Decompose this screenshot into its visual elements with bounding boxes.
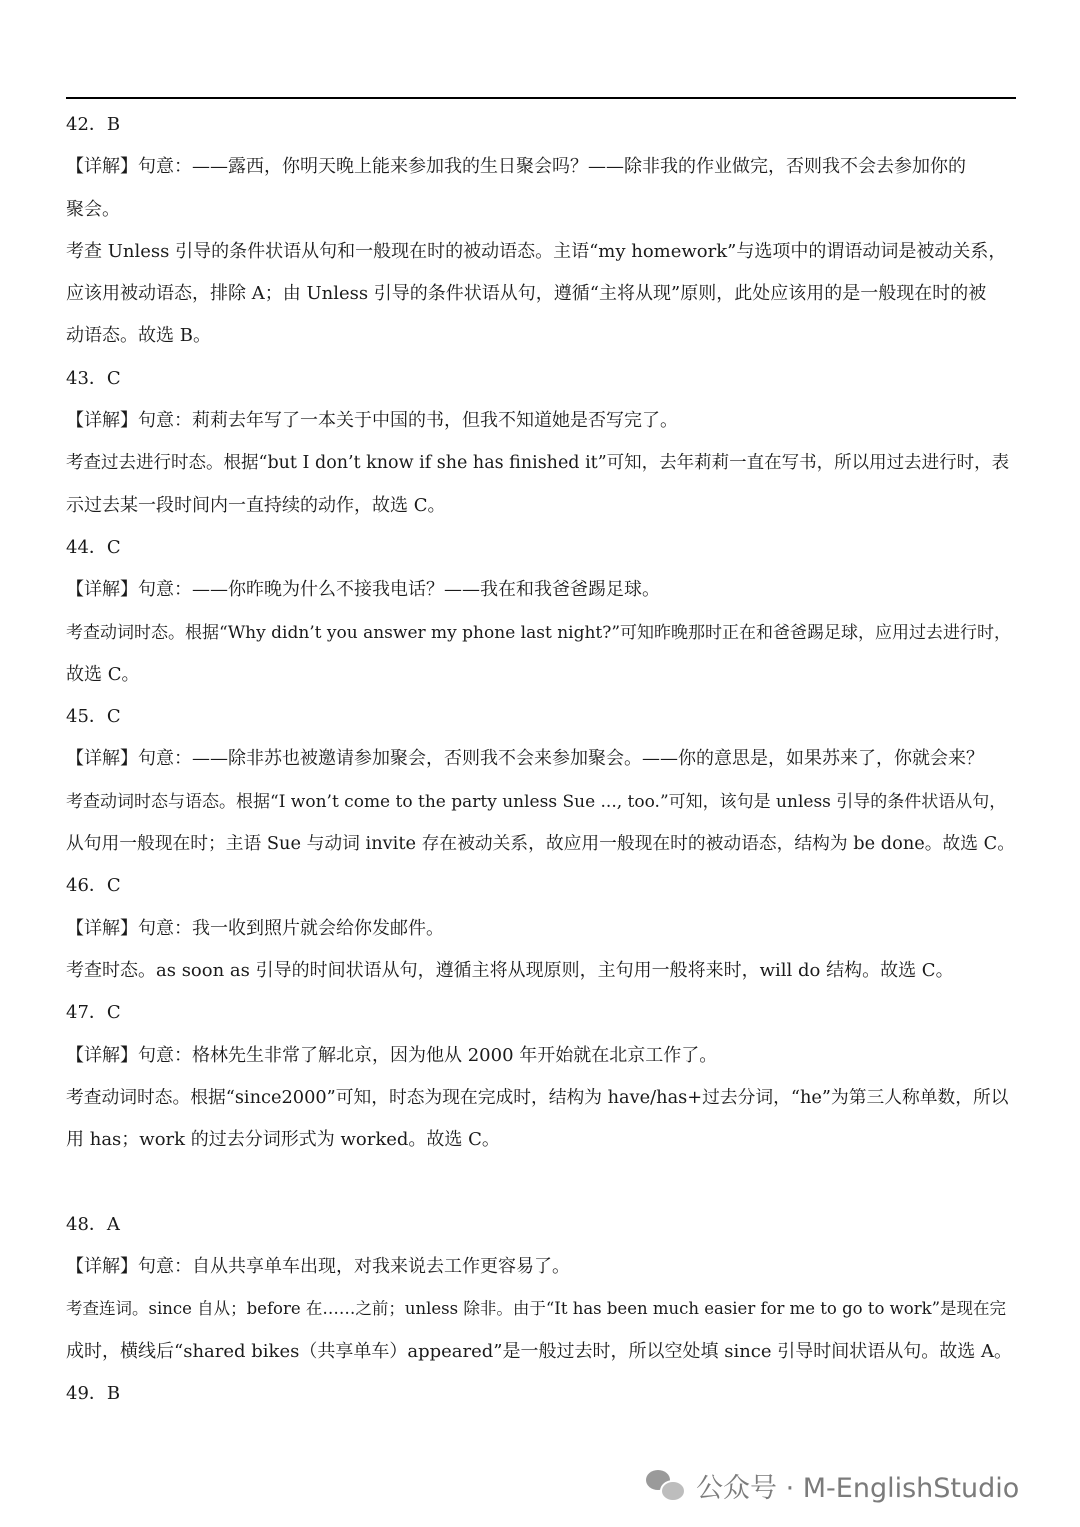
answer-line: 47．C xyxy=(66,1002,121,1024)
answer-line: 42．B xyxy=(66,114,121,135)
explanation-line: 聚会。 xyxy=(66,198,120,220)
watermark-text: 公众号 · M-EnglishStudio xyxy=(696,1472,1020,1504)
document-body xyxy=(66,104,1018,1415)
explanation-line: 故选 C。 xyxy=(66,663,140,685)
explanation-line: 考查动词时态。根据“Why didn’t you answer my phone last night?”可知昨晚那时正在和爸爸踢足球，应用过去进行时， xyxy=(66,622,1012,643)
explanation-line: 考查动词时态。根据“since2000”可知，时态为现在完成时，结构为 have/has+过去分词，“he”为第三人称单数，所以 xyxy=(66,1087,1009,1108)
detail-line: 【详解】句意：自从共享单车出现，对我来说去工作更容易了。 xyxy=(66,1256,570,1278)
explanation-line: 用 has；work 的过去分词形式为 worked。故选 C。 xyxy=(66,1129,500,1151)
explanation-line: 考查过去进行时态。根据“but I don’t know if she has finished it”可知，去年莉莉一直在写书，所以用过去进行时，表 xyxy=(66,453,1010,474)
blank-line xyxy=(66,1161,1018,1203)
detail-line: 【详解】句意：格林先生非常了解北京，因为他从 2000 年开始就在北京工作了。 xyxy=(66,1044,718,1066)
detail-line: 【详解】句意：莉莉去年写了一本关于中国的书，但我不知道她是否写完了。 xyxy=(66,410,678,432)
detail-line: 【详解】句意：——露西，你明天晚上能来参加我的生日聚会吗？——除非我的作业做完，否则我不会去参加你的 xyxy=(66,156,966,178)
top-rule xyxy=(66,97,1016,99)
answer-line: 43．C xyxy=(66,367,121,389)
explanation-line: 考查连词。since 自从；before 在……之前；unless 除非。由于“It has been much easier for me to go to work”是现在完 xyxy=(66,1299,1007,1319)
watermark xyxy=(646,1460,1019,1510)
detail-line: 【详解】句意：——你昨晚为什么不接我电话？——我在和我爸爸踢足球。 xyxy=(66,579,660,601)
explanation-line: 考查时态。as soon as 引导的时间状语从句，遵循主将从现原则，主句用一般将来时，will do 结构。故选 C。 xyxy=(66,959,954,981)
answer-line: 44．C xyxy=(66,536,121,558)
explanation-line: 成时，横线后“shared bikes（共享单车）appeared”是一般过去时，所以空处填 since 引导时间状语从句。故选 A。 xyxy=(66,1340,1012,1362)
explanation-line: 示过去某一段时间内一直持续的动作，故选 C。 xyxy=(66,494,446,516)
answer-line: 49．B xyxy=(66,1382,121,1404)
explanation-line: 应该用被动语态，排除 A；由 Unless 引导的条件状语从句，遵循“主将从现”原则，此处应该用的是一般现在时的被 xyxy=(66,283,987,305)
explanation-line: 考查动词时态与语态。根据“I won’t come to the party unless Sue ..., too.”可知，该句是 unless 引导的条件状语从句， xyxy=(66,791,1007,812)
explanation-line: 从句用一般现在时；主语 Sue 与动词 invite 存在被动关系，故应用一般现在时的被动语态，结构为 be done。故选 C。 xyxy=(66,834,1015,855)
answer-line: 48．A xyxy=(66,1213,120,1235)
detail-line: 【详解】句意：——除非苏也被邀请参加聚会，否则我不会来参加聚会。——你的意思是，如果苏来了，你就会来？ xyxy=(66,748,984,770)
answer-line: 45．C xyxy=(66,706,121,728)
answer-line: 46．C xyxy=(66,875,121,897)
explanation-line: 考查 Unless 引导的条件状语从句和一般现在时的被动语态。主语“my homework”与选项中的谓语动词是被动关系， xyxy=(66,240,1007,262)
wechat-icon xyxy=(646,1468,686,1502)
explanation-line: 动语态。故选 B。 xyxy=(66,325,211,347)
detail-line: 【详解】句意：我一收到照片就会给你发邮件。 xyxy=(66,917,444,939)
